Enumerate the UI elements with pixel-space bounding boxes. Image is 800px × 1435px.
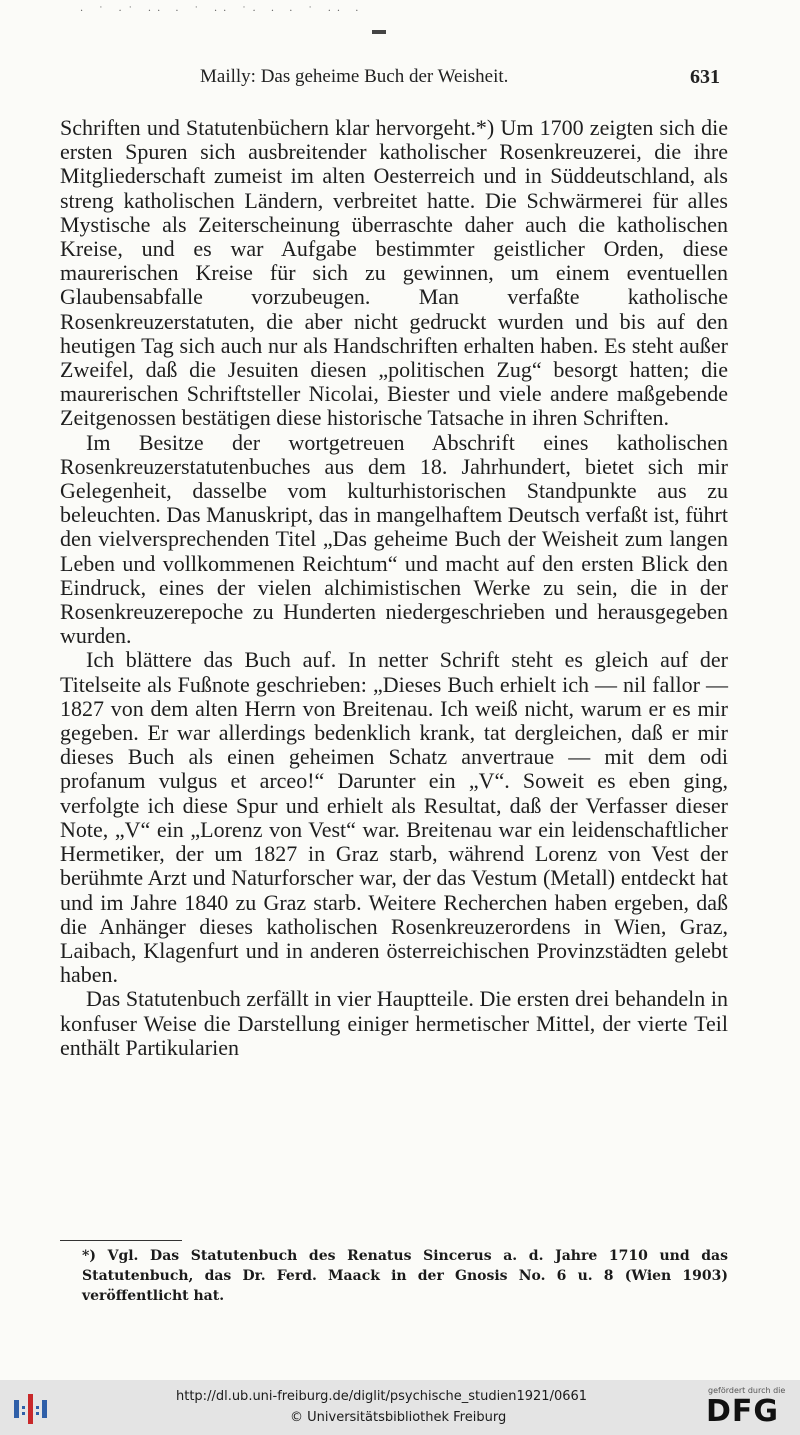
document-url-link[interactable]: http://dl.ub.uni-freiburg.de/diglit/psychische_studien1921/0661 <box>176 1389 588 1404</box>
page-number: 631 <box>690 66 720 88</box>
footnote-rule <box>60 1240 182 1241</box>
copyright-notice: © Universitätsbibliothek Freiburg <box>290 1410 507 1425</box>
viewer-footer <box>0 1380 800 1435</box>
footnote <box>60 1246 728 1306</box>
library-logo-icon <box>12 1392 52 1426</box>
paragraph-4: Das Statutenbuch zerfällt in vier Hauptteile. Die ersten drei behandeln in konfuser Weise die Darstellung einiger hermetischer Mittel, der vierte Teil enthält Partikularien <box>60 986 728 1060</box>
dfg-logo-icon: DFG <box>706 1394 780 1429</box>
body-text <box>60 116 728 1060</box>
paragraph-2: Im Besitze der wortgetreuen Abschrift eines katholischen Rosenkreuzerstatutenbuches aus dem 18. Jahrhundert, bietet sich mir Gelegenheit, dasselbe vom kulturhistorischen Standpunkte aus zu beleuchten. Das Manuskript, das in mangelhaftem Deutsch verfaßt ist, führt den vielversprechenden Titel „Das geheime Buch der Weisheit zum langen Leben und vollkommenen Reichtum“ und macht auf den ersten Blick den Eindruck, eines der vielen alchimistischen Werke zu sein, die in der Rosenkreuzerepoche zu Hunderten niedergeschrieben und herausgegeben wurden. <box>60 429 728 649</box>
paragraph-3: Ich blättere das Buch auf. In netter Schrift steht es gleich auf der Titelseite als Fußnote geschrieben: „Dieses Buch erhielt ich — nil fallor — 1827 von dem alten Herrn von Breitenau. Ich weiß nicht, warum er es mir gegeben. Er war allerdings bedenklich krank, tat dergleichen, daß er mir dieses Buch als einen geheimen Schatz anvertraue — mit dem odi profanum vulgus et arceo!“ Darunter ein „V“. Soweit es eben ging, verfolgte ich diese Spur und erhielt als Resultat, daß der Verfasser dieser Note, „V“ ein „Lorenz von Vest“ war. Breitenau war ein leidenschaftlicher Hermetiker, der um 1827 in Graz starb, während Lorenz von Vest der berühmte Arzt und Naturforscher war, der das Vestum (Metall) entdeckt hat und im Jahre 1840 zu Graz starb. Weitere Recherchen haben ergeben, daß die Anhänger dieses katholischen Rosenkreuzerordens in Wien, Graz, Laibach, Klagenfurt und in anderen österreichischen Provinzstädten gelebt haben. <box>60 647 728 988</box>
running-head-title: Mailly: Das geheime Buch der Weisheit. <box>200 66 509 87</box>
paragraph-1: Schriften und Statutenbüchern klar hervorgeht.*) Um 1700 zeigten sich die ersten Spuren sich ausbreitender katholischer Rosenkreuzerei, die ihre Mitgliederschaft zumeist im alten Oesterreich und in Süddeutschland, als streng katholischen Ländern, verbreitet hatte. Die Schwärmerei für alles Mystische als Zeiterscheinung überraschte daher auch die katholischen Kreise, und es war Aufgabe bestimmter geistlicher Orden, diese maurerischen Kreise für sich zu gewinnen, um einem eventuellen Glaubensabfalle vorzubeugen. Man verfaßte katholische Rosenkreuzerstatuten, die aber nicht gedruckt wurden und bis auf den heutigen Tag sich auch nur als Handschriften erhalten haben. Es steht außer Zweifel, daß die Jesuiten diesen „politischen Zug“ besorgt hatten; die maurerischen Schriftsteller Nicolai, Biester und viele andere maßgebende Zeitgenossen bestätigen diese historische Tatsache in ihren Schriften. <box>60 115 728 431</box>
scan-artifact-mark <box>372 30 386 34</box>
scan-artifacts: · ˙ ·˙ ·· · ˙ ·· ˙· · · ˙ ·· · <box>80 6 365 17</box>
footnote-text: *) Vgl. Das Statutenbuch des Renatus Sincerus a. d. Jahre 1710 und das Statutenbuch, das Dr. Ferd. Maack in der Gnosis No. 6 u. 8 (Wien 1903) veröffentlicht hat. <box>82 1248 728 1304</box>
funding-label: gefördert durch die <box>708 1386 786 1395</box>
